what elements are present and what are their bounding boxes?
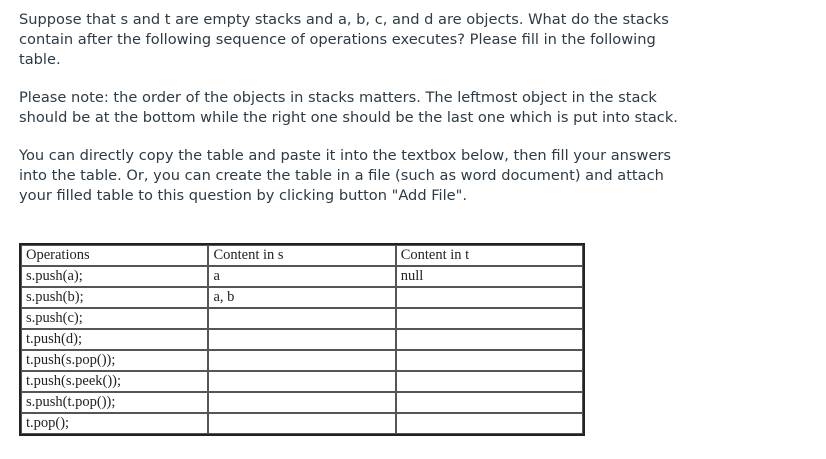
stack-operations-table-container — [19, 243, 585, 436]
table-row — [21, 413, 583, 434]
content-t-cell — [396, 329, 583, 350]
operation-cell: t.push(d); — [21, 329, 208, 350]
table-row — [21, 329, 583, 350]
question-paragraph-2: Please note: the order of the objects in stacks matters. The leftmost object in the stack should be at the bottom while the right one should be the last one which is put into stack. — [19, 89, 678, 126]
table-row — [21, 287, 583, 308]
content-s-cell — [208, 329, 395, 350]
content-s-cell — [208, 413, 395, 434]
question-paragraph-3: You can directly copy the table and paste it into the textbox below, then fill your answers into the table. Or, you can create the table in a file (such as word document) and attach your filled table to this question by clicking button "Add File". — [19, 147, 672, 204]
content-t-cell — [396, 371, 583, 392]
table-row — [21, 350, 583, 371]
header-content-s: Content in s — [208, 245, 395, 266]
operation-cell: s.push(c); — [21, 308, 208, 329]
question-paragraph-1: Suppose that s and t are empty stacks and a, b, c, and d are objects. What do the stacks contain after the following sequence of operations executes? Please fill in the following table. — [19, 11, 669, 68]
content-s-cell — [208, 371, 395, 392]
operation-cell: s.push(t.pop()); — [21, 392, 208, 413]
header-operations: Operations — [21, 245, 208, 266]
content-s-cell — [208, 350, 395, 371]
content-t-cell — [396, 413, 583, 434]
operation-cell: t.pop(); — [21, 413, 208, 434]
stack-operations-table — [19, 243, 585, 436]
operation-cell: t.push(s.pop()); — [21, 350, 208, 371]
content-t-cell — [396, 308, 583, 329]
content-t-cell — [396, 392, 583, 413]
table-row — [21, 266, 583, 287]
operation-cell: t.push(s.peek()); — [21, 371, 208, 392]
content-t-cell — [396, 350, 583, 371]
question-text — [19, 10, 699, 224]
content-s-cell: a — [208, 266, 395, 287]
content-t-cell: null — [396, 266, 583, 287]
content-s-cell: a, b — [208, 287, 395, 308]
content-t-cell — [396, 287, 583, 308]
header-content-t: Content in t — [396, 245, 583, 266]
table-row — [21, 392, 583, 413]
operation-cell: s.push(a); — [21, 266, 208, 287]
operation-cell: s.push(b); — [21, 287, 208, 308]
table-header-row — [21, 245, 583, 266]
content-s-cell — [208, 308, 395, 329]
table-row — [21, 308, 583, 329]
content-s-cell — [208, 392, 395, 413]
table-row — [21, 371, 583, 392]
